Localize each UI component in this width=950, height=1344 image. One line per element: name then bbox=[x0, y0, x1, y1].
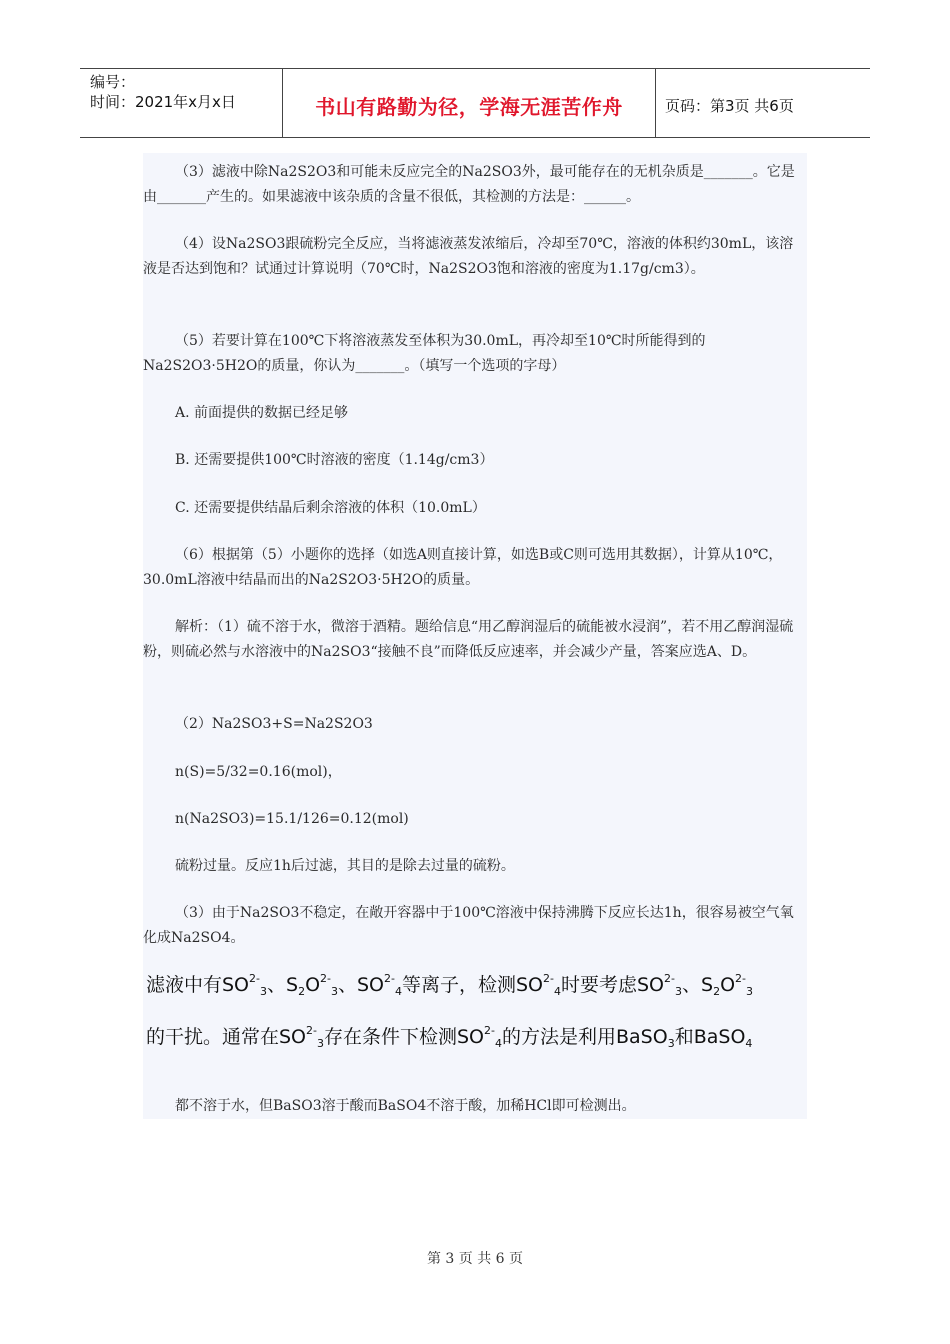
question-4: （4）设Na2SO3跟硫粉完全反应，当将滤液蒸发浓缩后，冷却至70℃，溶液的体积约30mL，该溶液是否达到饱和？试通过计算说明（70℃时，Na2S2O3饱和溶液的密度为1.17g/cm3）。 bbox=[143, 236, 794, 277]
motto: 书山有路勤为径，学海无涯苦作舟 bbox=[315, 95, 623, 119]
header-motto-cell bbox=[282, 69, 656, 137]
time-label: 时间：2021年x月x日 bbox=[90, 93, 236, 111]
header-table bbox=[80, 68, 870, 138]
number-label: 编号： bbox=[90, 73, 136, 91]
page-footer: 第 3 页 共 6 页 bbox=[426, 1251, 524, 1267]
moles-sodium-sulfite: n(Na2SO3)=15.1/126=0.12(mol) bbox=[175, 811, 409, 827]
question-6: （6）根据第（5）小题你的选择（如选A则直接计算，如选B或C则可选用其数据），计算从10℃，30.0mL溶液中结晶而出的Na2S2O3·5H2O的质量。 bbox=[143, 547, 783, 588]
excess-note: 硫粉过量。反应1h后过滤，其目的是除去过量的硫粉。 bbox=[175, 858, 515, 874]
analysis-1: 解析：（1）硫不溶于水，微溶于酒精。题给信息“用乙醇润湿后的硫能被水浸润”，若不用乙醇润湿硫粉，则硫必然与水溶液中的Na2SO3“接触不良”而降低反应速率，并会减少产量，答案应选A、D。 bbox=[143, 619, 794, 660]
question-5: （5）若要计算在100℃下将溶液蒸发至体积为30.0mL，再冷却至10℃时所能得到的Na2S2O3·5H2O的质量，你认为_______。（填写一个选项的字母） bbox=[143, 333, 706, 374]
analysis-2: （2）Na2SO3+S=Na2S2O3 bbox=[175, 716, 373, 732]
option-a: A. 前面提供的数据已经足够 bbox=[175, 405, 349, 421]
moles-sulfur: n(S)=5/32=0.16(mol)， bbox=[175, 764, 342, 780]
ion-line-2: 的干扰。通常在$SO^{2-}_3$存在条件下检测$SO^{2-}_4$的方法是利用BaSO$_3$和BaSO$_4$ bbox=[146, 1024, 753, 1050]
header-page-cell bbox=[655, 69, 870, 137]
analysis-3: （3）由于Na2SO3不稳定，在敞开容器中于100℃溶液中保持沸腾下反应长达1h，很容易被空气氧化成Na2SO4。 bbox=[143, 905, 794, 946]
option-c: C. 还需要提供结晶后剩余溶液的体积（10.0mL） bbox=[175, 500, 486, 516]
final-line: 都不溶于水，但BaSO3溶于酸而BaSO4不溶于酸，加稀HCl即可检测出。 bbox=[175, 1098, 636, 1114]
header-meta bbox=[80, 69, 282, 137]
page-label: 页码：第3页 共6页 bbox=[665, 97, 794, 115]
question-3: （3）滤液中除Na2S2O3和可能未反应完全的Na2SO3外，最可能存在的无机杂质是_______。它是由_______产生的。如果滤液中该杂质的含量不很低，其检测的方法是：______。 bbox=[143, 164, 795, 205]
option-b: B. 还需要提供100℃时溶液的密度（1.14g/cm3） bbox=[175, 452, 494, 468]
ion-line-1: 滤液中有$SO^{2-}_3$、$S_2O^{2-}_3$、$SO^{2-}_4$等离子，检测$SO^{2-}_4$时要考虑$SO^{2-}_3$、$S_2O^{2-}_3$ bbox=[146, 972, 753, 998]
